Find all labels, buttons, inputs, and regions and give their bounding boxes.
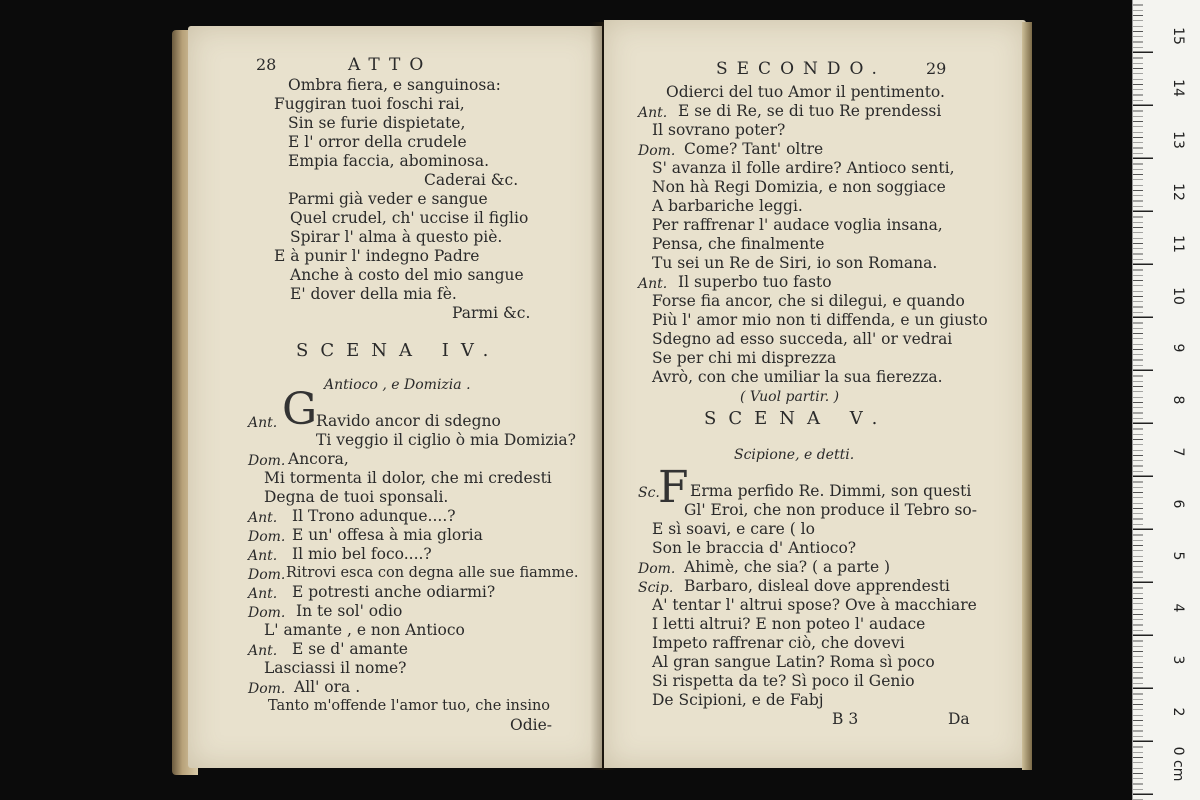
dialogue-line: Sdegno ad esso succeda, all' or vedrai — [652, 330, 953, 348]
verse-line: Parmi &c. — [452, 304, 531, 322]
verse-line: E l' orror della crudele — [288, 133, 467, 151]
dialogue-line: Pensa, che finalmente — [652, 235, 825, 253]
page-number-left: 28 — [256, 55, 277, 74]
dialogue-line: S' avanza il folle ardire? Antioco senti, — [652, 159, 955, 177]
running-header-right: SECONDO. — [716, 59, 886, 79]
catchword: Da — [948, 710, 970, 728]
ruler-number: 3 — [1170, 655, 1186, 665]
dialogue-line: Ahimè, che sia? ( a parte ) — [684, 558, 891, 576]
dialogue-line: Il mio bel foco....? — [292, 545, 432, 563]
verse-line: Ombra fiera, e sanguinosa: — [288, 76, 501, 94]
dialogue-line: Si rispetta da te? Sì poco il Genio — [652, 672, 915, 690]
page-number-right: 29 — [926, 59, 947, 78]
verse-line: Sin se furie dispietate, — [288, 114, 466, 132]
speaker: Dom. — [638, 143, 676, 159]
scene-title: SCENA V. — [704, 408, 890, 429]
stage-direction: ( Vuol partir. ) — [740, 389, 840, 405]
speaker: Ant. — [248, 415, 278, 431]
speaker: Ant. — [248, 643, 278, 659]
dialogue-line: E se d' amante — [292, 640, 408, 658]
speaker: Dom. — [248, 529, 286, 545]
dialogue-line: Ritrovi esca con degna alle sue fiamme. — [286, 565, 579, 581]
ruler-number: 12 — [1170, 183, 1186, 201]
right-page — [604, 20, 1026, 768]
ruler-unit: 0 cm — [1170, 746, 1186, 782]
dialogue-line: Erma perfido Re. Dimmi, son questi — [690, 482, 972, 500]
dialogue-line: Il Trono adunque....? — [292, 507, 456, 525]
dialogue-line: Ancora, — [288, 450, 349, 468]
dialogue-line: Gl' Eroi, che non produce il Tebro so- — [684, 501, 977, 519]
book-edge-right — [1022, 22, 1032, 770]
dialogue-line: E sì soavi, e care ( lo — [652, 520, 815, 538]
ruler-number: 7 — [1170, 447, 1186, 457]
verse-line: Quel crudel, ch' uccise il figlio — [290, 209, 529, 227]
dialogue-line: Per raffrenar l' audace voglia insana, — [652, 216, 943, 234]
verse-line: E à punir l' indegno Padre — [274, 247, 480, 265]
speaker: Dom. — [248, 605, 286, 621]
speaker: Scip. — [638, 580, 674, 596]
ruler-number: 15 — [1170, 27, 1186, 45]
speaker: Dom. — [248, 453, 286, 469]
dialogue-line: Più l' amor mio non ti diffenda, e un giusto — [652, 311, 988, 329]
dialogue-line: A barbariche leggi. — [652, 197, 803, 215]
speaker: Dom. — [638, 561, 676, 577]
ruler-number: 6 — [1170, 499, 1186, 509]
dialogue-line: Come? Tant' oltre — [684, 140, 824, 158]
dialogue-line: Forse fia ancor, che si dilegui, e quando — [652, 292, 965, 310]
dialogue-line: E un' offesa à mia gloria — [292, 526, 483, 544]
drop-capital: G — [282, 384, 318, 435]
speaker: Sc. — [638, 485, 660, 501]
speaker: Ant. — [248, 586, 278, 602]
dialogue-line: Degna de tuoi sponsali. — [264, 488, 449, 506]
verse-line: E' dover della mia fè. — [290, 285, 457, 303]
dialogue-line: Il sovrano poter? — [652, 121, 786, 139]
speaker: Dom. — [248, 567, 286, 583]
dialogue-line: Tanto m'offende l'amor tuo, che insino — [268, 698, 551, 714]
ruler-number: 8 — [1170, 395, 1186, 405]
left-page — [188, 26, 602, 768]
drop-capital: F — [658, 462, 689, 513]
dialogue-line: In te sol' odio — [296, 602, 403, 620]
dialogue-line: Tu sei un Re de Siri, io son Romana. — [652, 254, 938, 272]
dialogue-line: De Scipioni, e de Fabj — [652, 691, 824, 709]
dialogue-line: E se di Re, se di tuo Re prendessi — [678, 102, 942, 120]
dialogue-line: E potresti anche odiarmi? — [292, 583, 496, 601]
signature-mark: B 3 — [832, 710, 859, 728]
verse-line: Parmi già veder e sangue — [288, 190, 488, 208]
speaker: Ant. — [248, 548, 278, 564]
dialogue-line: Barbaro, disleal dove apprendesti — [684, 577, 950, 595]
dialogue-line: Ti veggio il ciglio ò mia Domizia? — [316, 431, 576, 449]
running-header-left: ATTO — [348, 55, 433, 75]
dialogue-line: Mi tormenta il dolor, che mi credesti — [264, 469, 552, 487]
ruler-number: 14 — [1170, 79, 1186, 97]
ruler-number: 4 — [1170, 603, 1186, 613]
dialogue-line: Lasciassi il nome? — [264, 659, 407, 677]
dialogue-line: Al gran sangue Latin? Roma sì poco — [652, 653, 935, 671]
dialogue-line: Avrò, con che umiliar la sua fierezza. — [652, 368, 943, 386]
ruler-number: 10 — [1170, 287, 1186, 305]
verse-line: Fuggiran tuoi foschi rai, — [274, 95, 465, 113]
dialogue-line: A' tentar l' altrui spose? Ove à macchiare — [652, 596, 977, 614]
dialogue-line: Se per chi mi disprezza — [652, 349, 837, 367]
ruler-number: 2 — [1170, 707, 1186, 717]
dialogue-line: All' ora . — [294, 678, 361, 696]
scene-title: SCENA IV. — [296, 340, 501, 361]
dialogue-line: Impeto raffrenar ciò, che dovevi — [652, 634, 905, 652]
dialogue-line: Ravido ancor di sdegno — [316, 412, 501, 430]
measuring-ruler — [1132, 0, 1200, 800]
verse-line: Anche à costo del mio sangue — [290, 266, 524, 284]
verse-line: Spirar l' alma à questo piè. — [290, 228, 503, 246]
dialogue-line: L' amante , e non Antioco — [264, 621, 465, 639]
dialogue-line: Odierci del tuo Amor il pentimento. — [666, 83, 945, 101]
ruler-number: 5 — [1170, 551, 1186, 561]
ruler-number: 13 — [1170, 131, 1186, 149]
verse-line: Caderai &c. — [424, 171, 519, 189]
scene-characters: Antioco , e Domizia . — [324, 377, 471, 393]
scene-characters: Scipione, e detti. — [734, 447, 855, 463]
dialogue-line: Non hà Regi Domizia, e non soggiace — [652, 178, 946, 196]
dialogue-line: Son le braccia d' Antioco? — [652, 539, 857, 557]
speaker: Dom. — [248, 681, 286, 697]
ruler-number: 11 — [1170, 235, 1186, 253]
speaker: Ant. — [638, 105, 668, 121]
speaker: Ant. — [638, 276, 668, 292]
catchword: Odie- — [510, 716, 552, 734]
speaker: Ant. — [248, 510, 278, 526]
dialogue-line: I letti altrui? E non poteo l' audace — [652, 615, 926, 633]
dialogue-line: Il superbo tuo fasto — [678, 273, 832, 291]
verse-line: Empia faccia, abominosa. — [288, 152, 490, 170]
ruler-number: 9 — [1170, 343, 1186, 353]
